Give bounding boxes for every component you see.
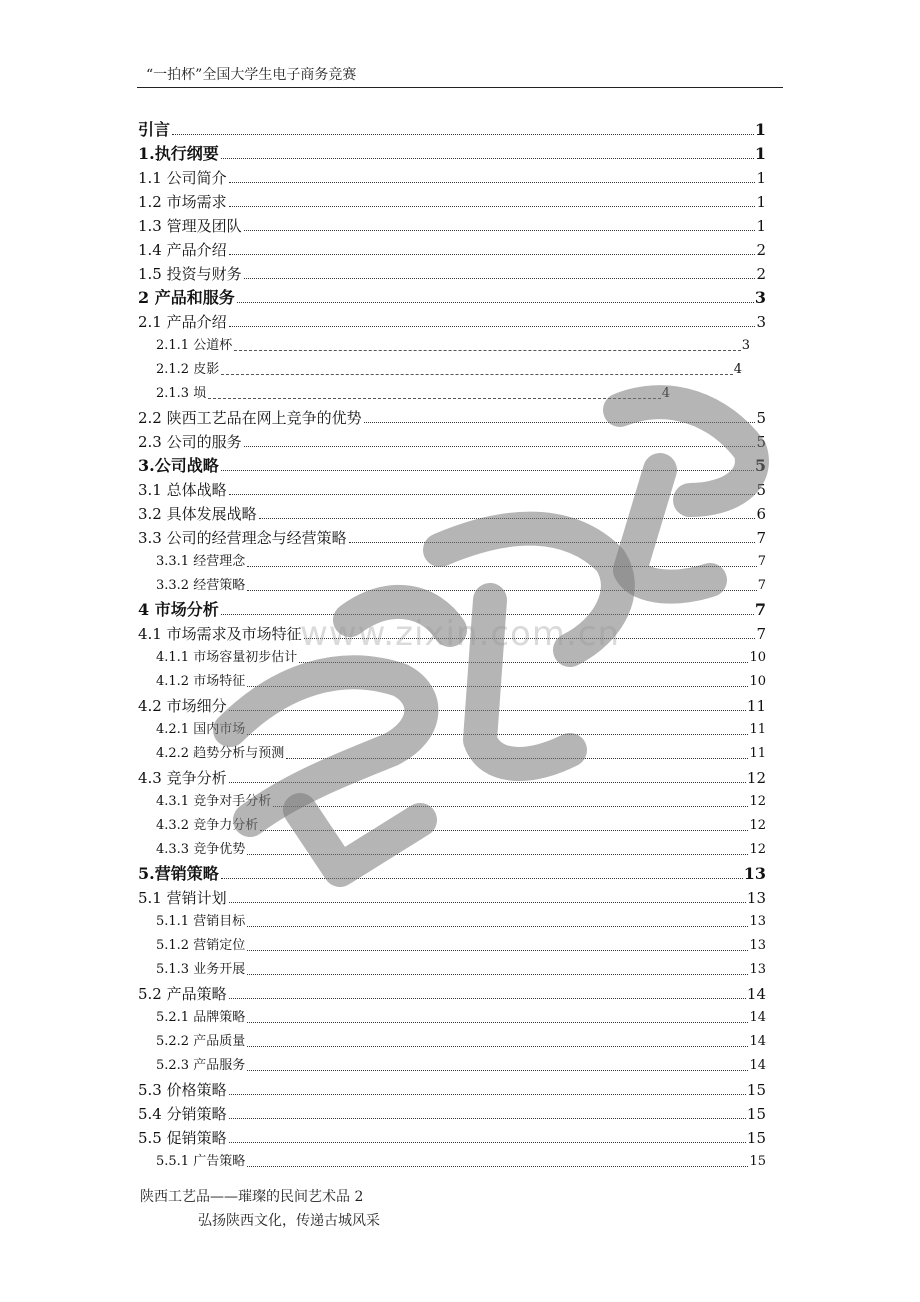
toc-entry-page: 7 — [756, 529, 766, 547]
toc-entry-label: 4.1.2 市场特征 — [156, 674, 246, 689]
toc-entry-label: 2.1.3 埙 — [156, 386, 207, 401]
toc-leader-dots — [247, 686, 748, 687]
toc-leader-dots — [247, 926, 748, 927]
toc-entry[interactable] — [138, 931, 766, 955]
toc-entry-page: 15 — [746, 1105, 766, 1123]
toc-entry-page: 5 — [756, 481, 766, 499]
toc-leader-dots — [247, 590, 757, 591]
toc-leader-dots — [299, 662, 748, 663]
toc-entry-page: 5 — [756, 433, 766, 451]
toc-leader-dots — [247, 974, 748, 975]
toc-leader-dots — [247, 1166, 748, 1167]
toc-entry-label: 3.3 公司的经营理念与经营策略 — [138, 529, 347, 547]
toc-leader-dots — [172, 134, 754, 135]
toc-entry-label: 3.公司战略 — [138, 456, 219, 475]
toc-entry[interactable] — [138, 235, 766, 259]
toc-leader-dots — [247, 1046, 748, 1047]
toc-entry-label: 5.5 促销策略 — [138, 1129, 227, 1147]
toc-entry-page: 15 — [746, 1129, 766, 1147]
toc-leader-dots — [247, 566, 757, 567]
toc-entry[interactable] — [138, 331, 750, 355]
toc-entry-label: 4 市场分析 — [138, 600, 219, 619]
toc-entry[interactable] — [138, 883, 766, 907]
toc-entry-page: 14 — [749, 1058, 766, 1073]
toc-entry-page: 11 — [749, 722, 766, 737]
toc-entry[interactable] — [138, 667, 766, 691]
toc-leader-dots — [229, 1118, 746, 1119]
header-rule — [137, 87, 783, 88]
toc-entry-label: 4.2.2 趋势分析与预测 — [156, 746, 285, 761]
toc-leader-dots — [229, 1094, 746, 1095]
toc-entry-label: 3.2 具体发展战略 — [138, 505, 257, 523]
toc-entry[interactable] — [138, 907, 766, 931]
toc-entry-page: 1 — [756, 169, 766, 187]
toc-leader-dots — [221, 374, 733, 375]
toc-entry-label: 4.3.1 竞争对手分析 — [156, 794, 272, 809]
toc-entry-page: 5 — [756, 409, 766, 427]
toc-entry[interactable] — [138, 739, 766, 763]
toc-entry[interactable] — [138, 763, 766, 787]
footer-line-1: 陕西工艺品——璀璨的民间艺术品 2 — [140, 1189, 364, 1205]
toc-entry[interactable] — [138, 115, 766, 139]
toc-leader-dots — [260, 830, 748, 831]
toc-entry-label: 4.3.2 竞争力分析 — [156, 818, 259, 833]
toc-entry-label: 5.3 价格策略 — [138, 1081, 227, 1099]
toc-entry[interactable] — [138, 163, 766, 187]
toc-entry-label: 5.营销策略 — [138, 864, 219, 883]
toc-entry[interactable] — [138, 859, 766, 883]
toc-leader-dots — [247, 1022, 748, 1023]
toc-entry-label: 5.5.1 广告策略 — [156, 1154, 246, 1169]
toc-entry[interactable] — [138, 187, 766, 211]
toc-entry-page: 13 — [749, 938, 766, 953]
toc-entry-label: 5.1.3 业务开展 — [156, 962, 246, 977]
toc-entry[interactable] — [138, 571, 766, 595]
toc-entry[interactable] — [138, 691, 766, 715]
toc-entry-label: 5.4 分销策略 — [138, 1105, 227, 1123]
toc-entry-page: 2 — [756, 265, 766, 283]
toc-entry-label: 引言 — [138, 120, 171, 139]
toc-entry-label: 1.4 产品介绍 — [138, 241, 227, 259]
toc-entry-page: 10 — [749, 674, 766, 689]
toc-entry-label: 2.1.2 皮影 — [156, 362, 220, 377]
toc-leader-dots — [208, 398, 661, 399]
toc-entry-page: 12 — [749, 818, 766, 833]
toc-entry-label: 5.1.2 营销定位 — [156, 938, 246, 953]
toc-leader-dots — [247, 734, 748, 735]
toc-leader-dots — [229, 710, 746, 711]
toc-entry-page: 14 — [746, 985, 766, 1003]
toc-entry-label: 2.1 产品介绍 — [138, 313, 227, 331]
toc-entry[interactable] — [138, 1051, 766, 1075]
toc-entry-label: 1.1 公司简介 — [138, 169, 227, 187]
toc-entry[interactable] — [138, 427, 766, 451]
toc-entry[interactable] — [138, 259, 766, 283]
toc-leader-dots — [229, 182, 756, 183]
toc-entry[interactable] — [138, 1099, 766, 1123]
toc-leader-dots — [244, 230, 756, 231]
toc-entry-page: 13 — [749, 914, 766, 929]
toc-entry[interactable] — [138, 979, 766, 1003]
toc-entry-page: 7 — [757, 578, 766, 593]
toc-entry[interactable] — [138, 451, 766, 475]
toc-entry-page: 15 — [749, 1154, 766, 1169]
toc-entry[interactable] — [138, 1027, 766, 1051]
toc-entry-page: 6 — [756, 505, 766, 523]
toc-entry-page: 13 — [743, 864, 766, 883]
toc-entry-label: 4.2 市场细分 — [138, 697, 227, 715]
toc-entry[interactable] — [138, 1003, 766, 1027]
toc-leader-dots — [221, 878, 743, 879]
toc-entry-page: 4 — [661, 386, 670, 401]
toc-entry-label: 4.3.3 竞争优势 — [156, 842, 246, 857]
toc-entry-label: 1.2 市场需求 — [138, 193, 227, 211]
toc-entry-label: 2.2 陕西工艺品在网上竞争的优势 — [138, 409, 362, 427]
toc-entry[interactable] — [138, 403, 766, 427]
toc-leader-dots — [221, 470, 754, 471]
toc-entry-label: 4.1.1 市场容量初步估计 — [156, 650, 298, 665]
toc-entry[interactable] — [138, 715, 766, 739]
toc-entry-label: 2 产品和服务 — [138, 288, 235, 307]
toc-entry-label: 4.1 市场需求及市场特征 — [138, 625, 302, 643]
toc-entry[interactable] — [138, 139, 766, 163]
toc-entry[interactable] — [138, 283, 766, 307]
toc-leader-dots — [229, 206, 756, 207]
toc-leader-dots — [221, 158, 754, 159]
toc-entry[interactable] — [138, 787, 766, 811]
toc-leader-dots — [229, 998, 746, 999]
toc-leader-dots — [244, 446, 756, 447]
toc-leader-dots — [273, 806, 748, 807]
toc-leader-dots — [234, 350, 741, 351]
toc-entry-page: 3 — [741, 338, 750, 353]
toc-entry[interactable] — [138, 523, 766, 547]
toc-entry-label: 5.1.1 营销目标 — [156, 914, 246, 929]
footer-line-2: 弘扬陕西文化，传递古城风采 — [198, 1213, 380, 1229]
toc-entry-label: 1.3 管理及团队 — [138, 217, 242, 235]
toc-entry-page: 15 — [746, 1081, 766, 1099]
toc-entry[interactable] — [138, 355, 742, 379]
toc-leader-dots — [259, 518, 756, 519]
toc-entry-page: 1 — [754, 120, 766, 139]
toc-entry[interactable] — [138, 499, 766, 523]
toc-entry-label: 5.2.3 产品服务 — [156, 1058, 246, 1073]
toc-entry[interactable] — [138, 1075, 766, 1099]
toc-entry-page: 12 — [749, 794, 766, 809]
toc-entry[interactable] — [138, 1123, 766, 1147]
toc-leader-dots — [229, 254, 756, 255]
toc-leader-dots — [247, 1070, 748, 1071]
toc-entry-page: 12 — [749, 842, 766, 857]
toc-entry[interactable] — [138, 307, 766, 331]
toc-leader-dots — [247, 950, 748, 951]
toc-entry-label: 5.2 产品策略 — [138, 985, 227, 1003]
toc-entry-label: 3.3.1 经营理念 — [156, 554, 246, 569]
toc-leader-dots — [244, 278, 756, 279]
toc-entry-page: 13 — [749, 962, 766, 977]
toc-entry-label: 2.3 公司的服务 — [138, 433, 242, 451]
watermark-url: www.zixin.com.cn — [300, 614, 620, 654]
toc-entry[interactable] — [138, 1147, 766, 1171]
toc-entry-page: 1 — [754, 144, 766, 163]
toc-leader-dots — [229, 902, 746, 903]
toc-leader-dots — [229, 494, 756, 495]
toc-entry[interactable] — [138, 475, 766, 499]
toc-entry-label: 5.2.1 品牌策略 — [156, 1010, 246, 1025]
toc-entry-page: 2 — [756, 241, 766, 259]
toc-entry-label: 5.2.2 产品质量 — [156, 1034, 246, 1049]
toc-entry[interactable] — [138, 835, 766, 859]
toc-entry[interactable] — [138, 379, 670, 403]
header-title: “一拍杯”全国大学生电子商务竞赛 — [146, 67, 357, 83]
toc-entry-label: 4.2.1 国内市场 — [156, 722, 246, 737]
toc-entry-label: 3.3.2 经营策略 — [156, 578, 246, 593]
toc-leader-dots — [247, 854, 748, 855]
toc-entry-label: 1.5 投资与财务 — [138, 265, 242, 283]
toc-leader-dots — [229, 1142, 746, 1143]
toc-entry-page: 7 — [757, 554, 766, 569]
toc-entry-page: 14 — [749, 1010, 766, 1025]
toc-leader-dots — [229, 326, 756, 327]
toc-entry-page: 1 — [756, 193, 766, 211]
toc-entry-label: 4.3 竞争分析 — [138, 769, 227, 787]
toc-entry-page: 3 — [754, 288, 766, 307]
toc-entry-label: 2.1.1 公道杯 — [156, 338, 233, 353]
toc-leader-dots — [349, 542, 756, 543]
toc-entry-page: 12 — [746, 769, 766, 787]
toc-entry-page: 3 — [756, 313, 766, 331]
toc-entry[interactable] — [138, 811, 766, 835]
toc-entry-page: 7 — [754, 600, 766, 619]
toc-entry-page: 4 — [733, 362, 742, 377]
toc-entry-label: 5.1 营销计划 — [138, 889, 227, 907]
toc-entry-label: 3.1 总体战略 — [138, 481, 227, 499]
toc-leader-dots — [229, 782, 746, 783]
toc-leader-dots — [364, 422, 756, 423]
toc-entry-page: 10 — [749, 650, 766, 665]
toc-entry-page: 5 — [754, 456, 766, 475]
toc-entry[interactable] — [138, 211, 766, 235]
toc-entry-page: 11 — [746, 697, 766, 715]
toc-entry-page: 7 — [756, 625, 766, 643]
toc-entry-page: 1 — [756, 217, 766, 235]
toc-entry-label: 1.执行纲要 — [138, 144, 219, 163]
toc-entry-page: 14 — [749, 1034, 766, 1049]
toc-entry-page: 11 — [749, 746, 766, 761]
toc-leader-dots — [237, 302, 754, 303]
toc-entry-page: 13 — [746, 889, 766, 907]
toc-entry[interactable] — [138, 547, 766, 571]
toc-entry[interactable] — [138, 955, 766, 979]
toc-leader-dots — [286, 758, 748, 759]
